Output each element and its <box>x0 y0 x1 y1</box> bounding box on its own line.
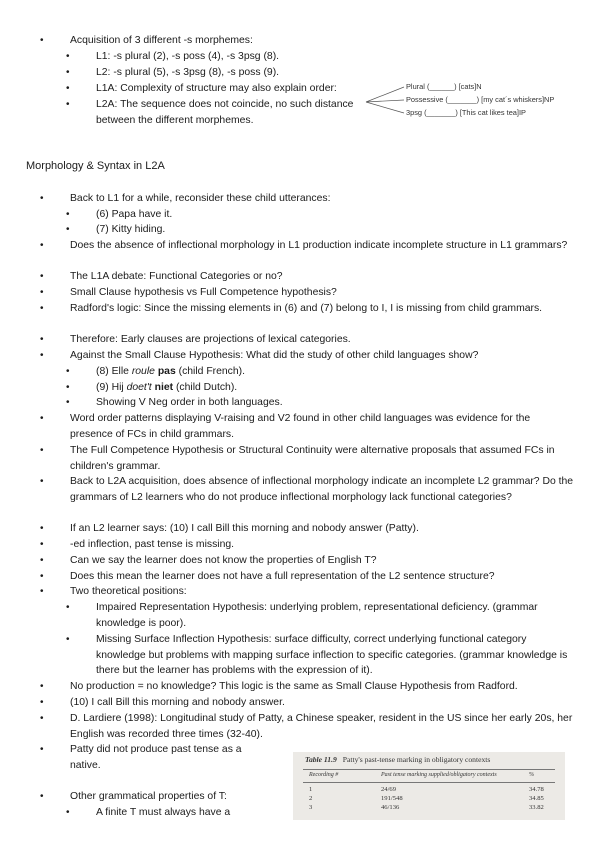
sub-bullet-item: • L2A: The sequence does not coincide, no such distance between the different morphemes. <box>66 99 354 126</box>
bullet-item: • Other grammatical properties of T: <box>40 791 227 802</box>
table-row: 3 46/136 33.82 <box>309 804 544 811</box>
diagram-possessive: Possessive (_______) [my cat´s whiskers]NP <box>406 95 555 104</box>
bullet-item: • Does the absence of inflectional morphology in L1 production indicate incomplete structure in L1 grammars? <box>40 240 568 251</box>
past-tense-table <box>293 752 565 820</box>
bullet-item: • Two theoretical positions: <box>40 586 187 597</box>
bullet-item: • If an L2 learner says: (10) I call Bill this morning and nobody answer (Patty). <box>40 523 419 534</box>
table-header: Recording # Past tense marking supplied/obligatory contexts % <box>303 769 555 783</box>
section-heading: Morphology & Syntax in L2A <box>26 160 165 172</box>
morpheme-diagram <box>360 80 575 120</box>
bullet-item: • Acquisition of 3 different -s morphemes: <box>40 35 253 46</box>
example-9: • (9) Hij doet't niet (child Dutch). <box>66 382 238 393</box>
bullet-item: • The Full Competence Hypothesis or Structural Continuity were alternative proposals that assumed FCs in children's grammar. <box>40 445 555 472</box>
bullet-item: • Small Clause hypothesis vs Full Competence hypothesis? <box>40 287 337 298</box>
sub-bullet-item: • Showing V Neg order in both languages. <box>66 397 283 408</box>
bullet-item: • Patty did not produce past tense as a native. <box>40 744 242 771</box>
bullet-item: • Against the Small Clause Hypothesis: What did the study of other child languages show? <box>40 350 479 361</box>
diagram-3psg: 3psg (_______) [This cat likes tea]IP <box>406 108 526 117</box>
bullet-item: • (10) I call Bill this morning and nobody answer. <box>40 697 285 708</box>
bullet-item: • Word order patterns displaying V-raising and V2 found in other child languages was evidence for the presence of FCs in child grammars. <box>40 413 531 440</box>
sub-bullet-item: • L1: -s plural (2), -s poss (4), -s 3psg (8). <box>66 51 280 62</box>
bullet-item: • Does this mean the learner does not have a full representation of the L2 sentence structure? <box>40 571 495 582</box>
sub-bullet-item: • L1A: Complexity of structure may also explain order: <box>66 83 337 94</box>
bullet-item: • D. Lardiere (1998): Longitudinal study of Patty, a Chinese speaker, resident in the US since her early 20s, her English was recorded three times (32-40). <box>40 713 573 740</box>
table-row: 1 24/69 34.78 <box>309 786 544 793</box>
sub-bullet-item: • (7) Kitty hiding. <box>66 224 166 235</box>
bullet-item: • Can we say the learner does not know the properties of English T? <box>40 555 377 566</box>
sub-bullet-item: • A finite T must always have a <box>66 807 231 818</box>
sub-bullet-item: • (6) Papa have it. <box>66 209 173 220</box>
bullet-item: • Radford's logic: Since the missing elements in (6) and (7) belong to I, I is missing from child grammars. <box>40 303 543 314</box>
bullet-item: • Therefore: Early clauses are projections of lexical categories. <box>40 334 351 345</box>
sub-bullet-item: • Impaired Representation Hypothesis: underlying problem, representational deficiency. (grammar knowledge is poor). <box>66 602 538 629</box>
bullet-item: • No production = no knowledge? This logic is the same as Small Clause Hypothesis from Radford. <box>40 681 518 692</box>
bullet-item: • -ed inflection, past tense is missing. <box>40 539 235 550</box>
example-8: • (8) Elle roule pas (child French). <box>66 366 246 377</box>
table-caption: Table 11.9 Patty's past-tense marking in obligatory contexts <box>305 755 491 764</box>
bullet-item: • Back to L1 for a while, reconsider these child utterances: <box>40 193 331 204</box>
bullet-item: • Back to L2A acquisition, does absence of inflectional morphology indicate an incomplete L2 grammar? Do the grammars of L2 learners who do not produce inflectional morphology lack functional categories? <box>40 476 574 503</box>
bullet-item: • The L1A debate: Functional Categories or no? <box>40 271 283 282</box>
table-row: 2 191/548 34.85 <box>309 795 544 802</box>
diagram-plural: Plural (______) [cats]N <box>406 82 482 91</box>
sub-bullet-item: • Missing Surface Inflection Hypothesis: surface difficulty, correct underlying functional category knowledge but problems with mapping surface inflection to specific categories. (grammar knowledge is there but the learner has problems with the expression of it). <box>66 634 568 676</box>
sub-bullet-item: • L2: -s plural (5), -s 3psg (8), -s poss (9). <box>66 67 280 78</box>
